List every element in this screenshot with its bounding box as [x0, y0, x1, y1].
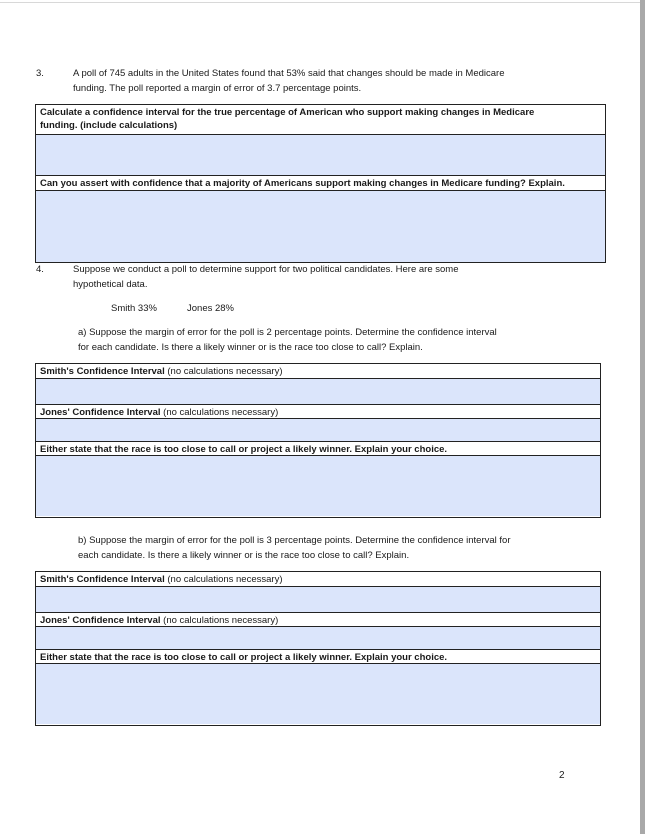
part-a-jones-label-bold: Jones' Confidence Interval: [40, 407, 161, 418]
part-a-jones-answer-field[interactable]: [36, 419, 600, 441]
part-b-jones-label: [36, 612, 600, 627]
part-b-smith-label: [36, 572, 600, 587]
part-a-box: [35, 363, 601, 518]
question-3-number: 3.: [36, 68, 44, 79]
question-3-text-line1: A poll of 745 adults in the United States found that 53% said that changes should be made in Medicare: [73, 68, 505, 79]
q3-assert-answer-field[interactable]: [36, 191, 605, 262]
part-b-box: [35, 571, 601, 726]
question-4-text-line2: hypothetical data.: [73, 279, 148, 290]
part-a-smith-label: [36, 364, 600, 379]
part-b-jones-answer-field[interactable]: [36, 627, 600, 649]
part-a-jones-label: [36, 404, 600, 419]
page-number: 2: [559, 770, 565, 781]
part-a-smith-label-note: (no calculations necessary): [164, 366, 283, 377]
part-a-state-answer-field[interactable]: [36, 456, 600, 516]
part-a-text-line1: a) Suppose the margin of error for the poll is 2 percentage points. Determine the confidence interval: [78, 327, 497, 338]
part-a-text-line2: for each candidate. Is there a likely winner or is the race too close to call? Explain.: [78, 342, 423, 353]
part-a-smith-label-bold: Smith's Confidence Interval: [40, 366, 165, 377]
q3-ci-label-line2: funding. (include calculations): [40, 120, 178, 131]
part-b-jones-label-bold: Jones' Confidence Interval: [40, 615, 161, 626]
question-4-text-line1: Suppose we conduct a poll to determine support for two political candidates. Here are some: [73, 264, 459, 275]
q3-ci-box: [35, 104, 606, 176]
part-b-text-line2: each candidate. Is there a likely winner or is the race too close to call? Explain.: [78, 550, 410, 561]
part-b-smith-label-note: (no calculations necessary): [164, 574, 283, 585]
q3-ci-answer-field[interactable]: [36, 135, 605, 175]
page-top-border: [0, 2, 640, 3]
smith-percentage: Smith 33%: [111, 303, 157, 314]
part-a-smith-answer-field[interactable]: [36, 379, 600, 404]
question-3-text-line2: funding. The poll reported a margin of error of 3.7 percentage points.: [73, 83, 362, 94]
part-b-smith-answer-field[interactable]: [36, 587, 600, 612]
part-b-jones-label-note: (no calculations necessary): [160, 615, 279, 626]
jones-percentage: Jones 28%: [187, 303, 235, 314]
part-b-state-label: Either state that the race is too close to call or project a likely winner. Explain your choice.: [36, 649, 600, 664]
part-b-state-answer-field[interactable]: [36, 664, 600, 724]
part-a-jones-label-note: (no calculations necessary): [160, 407, 279, 418]
q3-ci-label: [36, 105, 605, 135]
part-a-state-label: Either state that the race is too close to call or project a likely winner. Explain your choice.: [36, 441, 600, 456]
page-edge-shadow: [640, 0, 645, 834]
q3-assert-label: Can you assert with confidence that a majority of Americans support making changes in Medicare funding? Explain.: [36, 176, 605, 191]
part-b-smith-label-bold: Smith's Confidence Interval: [40, 574, 165, 585]
question-4-number: 4.: [36, 264, 44, 275]
q3-assert-box: [35, 175, 606, 263]
q3-ci-label-line1: Calculate a confidence interval for the true percentage of American who support making changes in Medicare: [40, 107, 535, 118]
part-b-text-line1: b) Suppose the margin of error for the poll is 3 percentage points. Determine the confidence interval for: [78, 535, 511, 546]
